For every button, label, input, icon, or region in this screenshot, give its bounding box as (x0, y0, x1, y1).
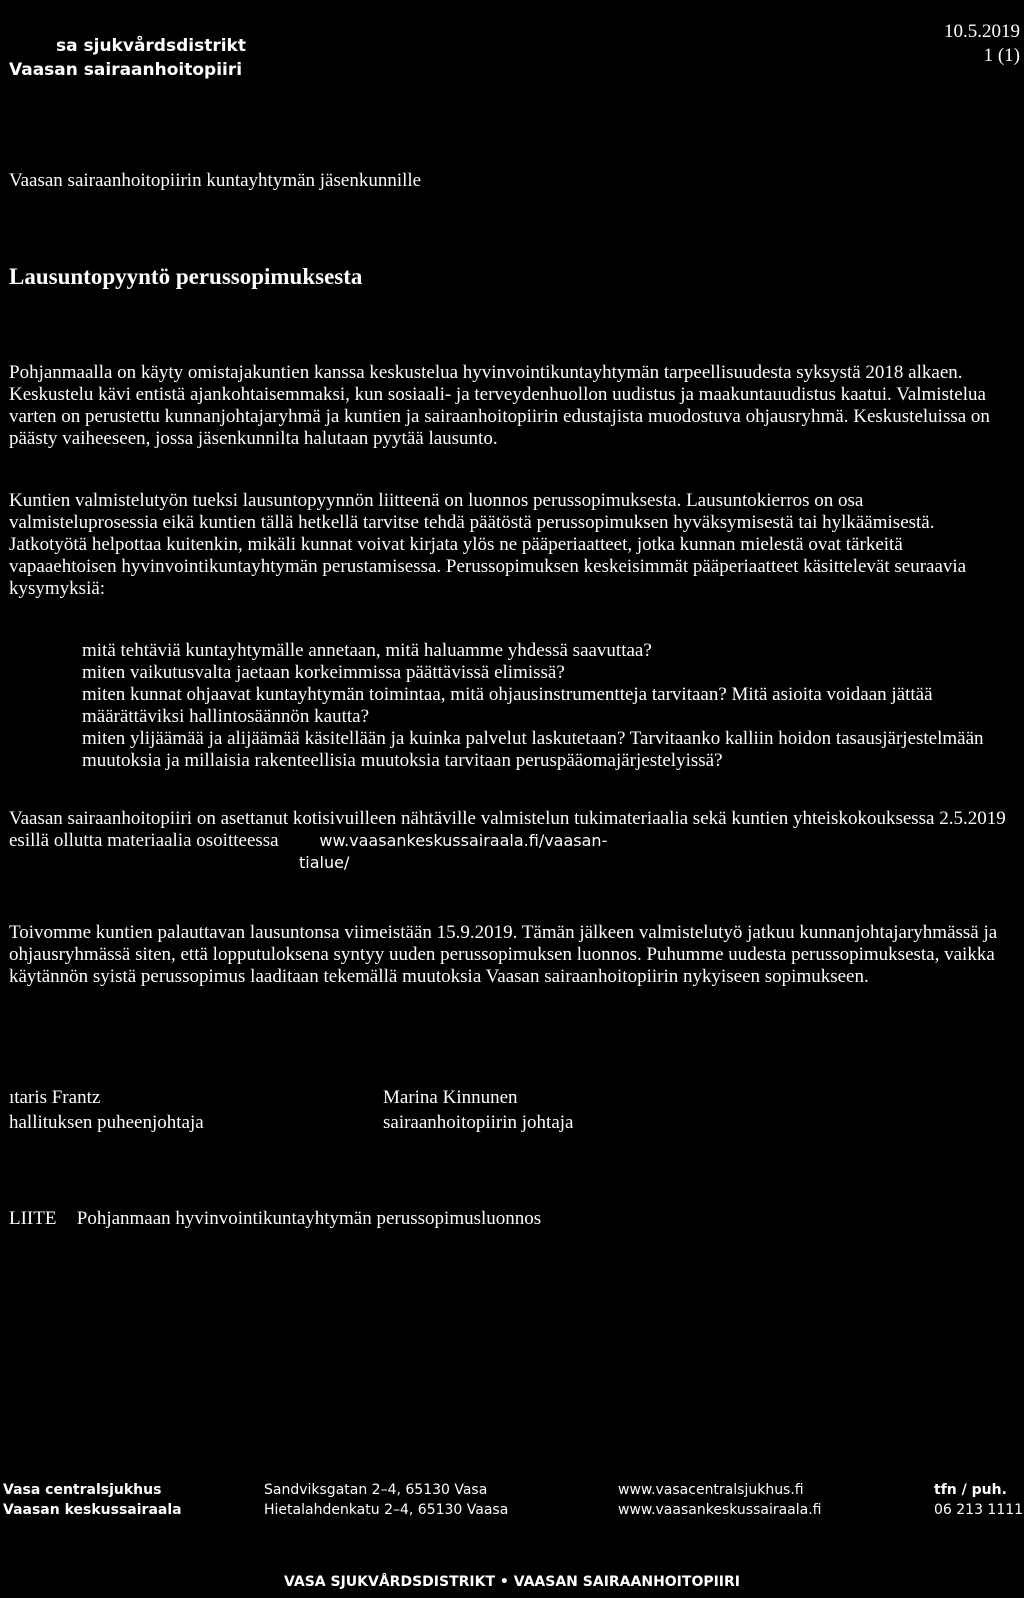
page-number: 1 (1) (983, 45, 1020, 66)
list-item: mitä tehtäviä kuntayhtymälle annetaan, mitä haluamme yhdessä saavuttaa? (82, 640, 652, 661)
list-item: miten ylijäämää ja alijäämää käsitellään ja kuinka palvelut laskutetaan? Tarvitaanko kalliin hoidon tasausjärjestelmään muutoksia ja millaisia rakenteellisia muutoksia tarvitaan peruspääomajärjestelyissä? (82, 728, 984, 771)
footer-hospital-swedish: Vasa centralsjukhus (3, 1482, 162, 1498)
website-url-continuation[interactable]: tialue/ (299, 853, 350, 872)
attachment-label: LIITE (9, 1208, 57, 1229)
website-text: Vaasan sairaanhoitopiiri on asettanut kotisivuilleen nähtäville valmistelun tukimateriaalia sekä kuntien yhteiskokouksessa 2.5.2019 esillä ollutta materiaalia osoitteessa (9, 808, 1006, 851)
website-url[interactable]: ww.vaasankeskussairaala.fi/vaasan- (319, 831, 608, 850)
footer-phone-label: tfn / puh. (934, 1482, 1007, 1498)
paragraph-draft (9, 490, 999, 600)
paragraph-deadline (9, 922, 999, 988)
paragraph-background (9, 362, 999, 450)
signer-name: Marina Kinnunen (383, 1087, 518, 1108)
organization-name-swedish: sa sjukvårdsdistrikt (56, 36, 246, 56)
footer-phone-number: 06 213 1111 (934, 1502, 1024, 1518)
organization-name-finnish: Vaasan sairaanhoitopiiri (9, 60, 243, 80)
document-date: 10.5.2019 (944, 21, 1020, 42)
signer-title: hallituksen puheenjohtaja (9, 1112, 204, 1133)
footer-address-finnish: Hietalahdenkatu 2–4, 65130 Vaasa (264, 1502, 509, 1518)
footer-websites (618, 1480, 821, 1520)
paragraph-2: Kuntien valmistelutyön tueksi lausuntopyynnön liitteenä on luonnos perussopimuksesta. Lausuntokierros on osa valmisteluprosessia eikä kuntien tällä hetkellä tarvitse tehdä päätöstä perussopimuksen hyväksymisestä tai hylkäämisestä. Jatkotyötä helpottaa kuitenkin, mikäli kunnat voivat kirjata ylös ne pääperiaatteet, jotka kunnan mielestä ovat tärkeitä vapaaehtoisen hyvinvointikuntayhtymän perustamisessa. Perussopimuksen keskeisimmät pääperiaatteet käsittelevät seuraavia kysymyksiä: (9, 490, 967, 599)
signature-chair (9, 1085, 204, 1135)
signer-name: ıtaris Frantz (9, 1087, 101, 1108)
document-subject: Lausuntopyyntö perussopimuksesta (9, 264, 363, 289)
footer-web-finnish[interactable]: www.vaasankeskussairaala.fi (618, 1502, 822, 1518)
list-item: miten vaikutusvalta jaetaan korkeimmissa päättävissä elimissä? (82, 662, 565, 683)
paragraph-1: Pohjanmaalla on käyty omistajakuntien kanssa keskustelua hyvinvointikuntayhtymän tarpeellisuudesta syksystä 2018 alkaen. Keskustelu kävi entistä ajankohtaisemmaksi, kun sosiaali- ja terveydenhuollon uudistus ja maakuntauudistus kaatui. Valmistelua varten on perustettu kunnanjohtajaryhmä ja kuntien ja sairaanhoitopiirin edustajista muodostuva ohjausryhmä. Keskusteluissa on päästy vaiheeseen, jossa jäsenkunnilta halutaan pyytää lausunto. (9, 362, 990, 449)
footer-address-swedish: Sandviksgatan 2–4, 65130 Vasa (264, 1482, 488, 1498)
paragraph-3: Toivomme kuntien palauttavan lausuntonsa viimeistään 15.9.2019. Tämän jälkeen valmistelutyö jatkuu kunnanjohtajaryhmässä ja ohjausryhmässä siten, että lopputuloksena syntyy uuden perussopimuksen luonnos. Puhumme uudesta perussopimuksesta, vaikka käytännön syistä perussopimus laaditaan tekemällä muutoksia Vaasan sairaanhoitopiirin nykyiseen sopimukseen. (9, 922, 998, 987)
recipient-line: Vaasan sairaanhoitopiirin kuntayhtymän jäsenkunnille (9, 170, 422, 191)
footer-hospital (3, 1480, 182, 1520)
attachment-line (9, 1208, 541, 1230)
footer-address (264, 1480, 508, 1520)
footer-phone (934, 1480, 1023, 1520)
footer-district-line: VASA SJUKVÅRDSDISTRIKT • VAASAN SAIRAANHOITOPIIRI (283, 1574, 741, 1590)
website-paragraph (9, 808, 1009, 874)
footer-hospital-finnish: Vaasan keskussairaala (3, 1502, 182, 1518)
footer-web-swedish[interactable]: www.vasacentralsjukhus.fi (618, 1482, 804, 1498)
signer-title: sairaanhoitopiirin johtaja (383, 1112, 574, 1133)
attachment-text: Pohjanmaan hyvinvointikuntayhtymän perussopimusluonnos (76, 1208, 542, 1229)
list-item: miten kunnat ohjaavat kuntayhtymän toimintaa, mitä ohjausinstrumentteja tarvitaan? Mitä asioita voidaan jättää määrättäviksi hallintosäännön kautta? (82, 684, 933, 727)
document-date-block (944, 20, 1020, 68)
signature-director (383, 1085, 573, 1135)
question-list (82, 640, 1002, 772)
